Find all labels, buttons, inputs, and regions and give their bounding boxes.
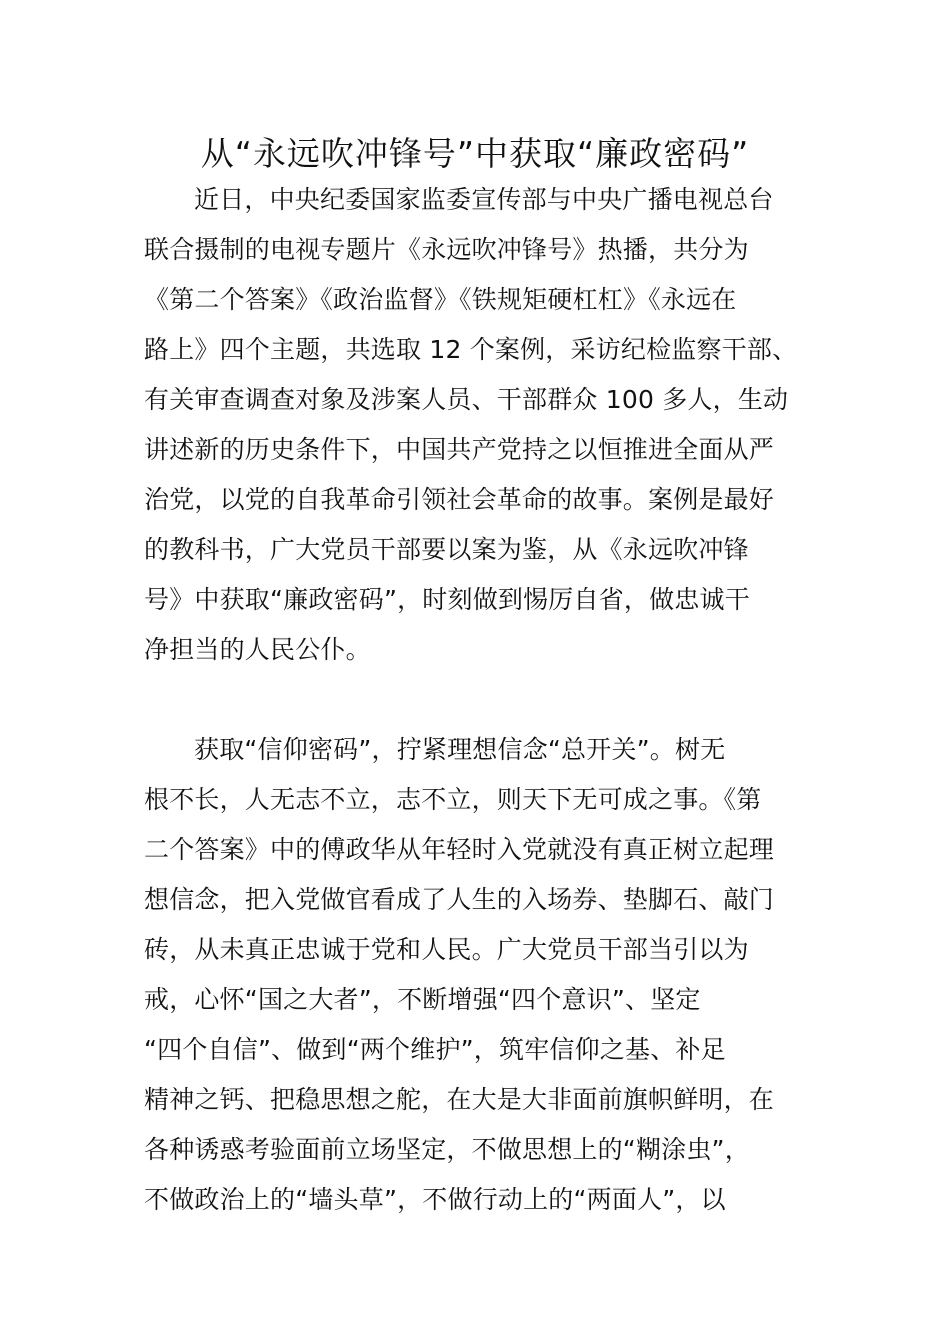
paragraph-2-line: 戒，心怀“国之大者”，不断增强“四个意识”、坚定: [144, 985, 701, 1014]
paragraph-1-line: 治党，以党的自我革命引领社会革命的故事。案例是最好: [144, 485, 775, 514]
paragraph-2-line: 根不长，人无志不立，志不立，则天下无可成之事。《第: [144, 785, 762, 814]
paragraph-1-line: 的教科书，广大党员干部要以案为鉴，从《永远吹冲锋: [144, 535, 749, 564]
paragraph-1-line: 《第二个答案》《政治监督》《铁规矩硬杠杠》《永远在: [144, 285, 737, 314]
paragraph-1-line: 近日，中央纪委国家监委宣传部与中央广播电视总台: [194, 185, 774, 214]
paragraph-2-line: 砖，从未真正忠诚于党和人民。广大党员干部当引以为: [144, 935, 749, 964]
document-title: 从“永远吹冲锋号”中获取“廉政密码”: [200, 134, 750, 173]
paragraph-2-line: 想信念，把入党做官看成了人生的入场券、垫脚石、敲门: [144, 885, 775, 914]
paragraph-1-line: 路上》四个主题，共选取 12 个案例，采访纪检监察干部、: [144, 335, 798, 364]
paragraph-1-line: 有关审查调查对象及涉案人员、干部群众 100 多人，生动: [144, 385, 789, 414]
paragraph-1-line: 号》中获取“廉政密码”，时刻做到惕厉自省，做忠诚干: [144, 585, 750, 614]
paragraph-2-line: “四个自信”、做到“两个维护”，筑牢信仰之基、补足: [144, 1035, 726, 1064]
paragraph-2-line: 精神之钙、把稳思想之舵，在大是大非面前旗帜鲜明，在: [144, 1085, 775, 1114]
paragraph-2-line: 不做政治上的“墙头草”，不做行动上的“两面人”，以: [144, 1185, 726, 1214]
paragraph-1-line: 讲述新的历史条件下，中国共产党持之以恒推进全面从严: [144, 435, 775, 464]
paragraph-2-line: 获取“信仰密码”，拧紧理想信念“总开关”。树无: [194, 735, 726, 764]
paragraph-1-line: 联合摄制的电视专题片《永远吹冲锋号》热播，共分为: [144, 235, 749, 264]
paragraph-2-line: 各种诱惑考验面前立场坚定，不做思想上的“糊涂虫”，: [144, 1135, 750, 1164]
paragraph-1-line: 净担当的人民公仆。: [144, 635, 371, 664]
paragraph-2-line: 二个答案》中的傅政华从年轻时入党就没有真正树立起理: [144, 835, 775, 864]
